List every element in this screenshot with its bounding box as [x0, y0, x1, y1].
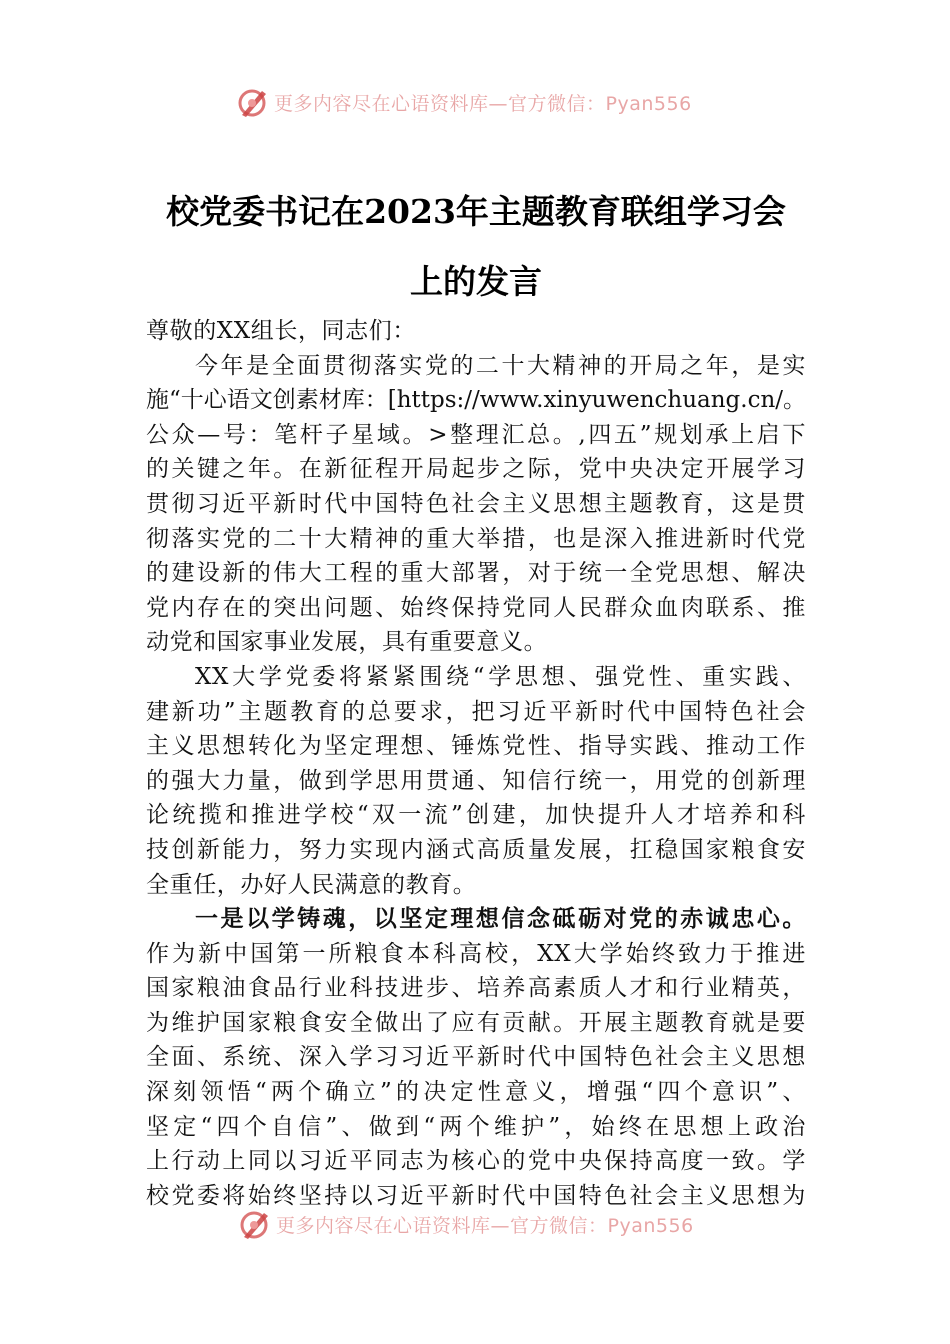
body-line: 国家粮油食品行业科技进步、培养高素质人才和行业精英，	[146, 975, 806, 1002]
body-line: 论统揽和推进学校“双一流”创建，加快提升人才培养和科	[146, 802, 806, 829]
body-line: 全面、系统、深入学习习近平新时代中国特色社会主义思想	[146, 1044, 806, 1071]
body-line: 建新功”主题教育的总要求，把习近平新时代中国特色社会	[146, 698, 806, 725]
body-line: 的强大力量，做到学思用贯通、知信行统一，用党的创新理	[146, 767, 806, 794]
body-line: 动党和国家事业发展，具有重要意义。	[146, 629, 548, 656]
body-line: 全重任，办好人民满意的教育。	[146, 871, 477, 898]
body-line: 校党委将始终坚持以习近平新时代中国特色社会主义思想为	[146, 1182, 806, 1209]
section-heading: 一是以学铸魂，以坚定理想信念砥砺对党的赤诚忠心。	[195, 905, 806, 933]
document-title-line-1: 校党委书记在2023年主题教育联组学习会	[166, 192, 786, 231]
body-line: 主义思想转化为坚定理想、锤炼党性、指导实践、推动工作	[146, 733, 806, 760]
body-line: 作为新中国第一所粮食本科高校，XX大学始终致力于推进	[146, 940, 806, 967]
document-body	[146, 314, 806, 1214]
body-line: 技创新能力，努力实现内涵式高质量发展，扛稳国家粮食安	[146, 836, 806, 863]
body-line: 彻落实党的二十大精神的重大举措，也是深入推进新时代党	[146, 525, 806, 552]
body-line: 为维护国家粮食安全做出了应有贡献。开展主题教育就是要	[146, 1009, 806, 1036]
body-line: 坚定“四个自信”、做到“两个维护”，始终在思想上政治	[146, 1113, 806, 1140]
body-line: 党内存在的突出问题、始终保持党同人民群众血肉联系、推	[146, 594, 806, 621]
document-title-line-2: 上的发言	[410, 262, 542, 301]
watermark-text: 更多内容尽在心语资料库—官方微信：Pyan556	[274, 92, 692, 115]
watermark-header	[0, 82, 950, 122]
salutation: 尊敬的XX组长，同志们：	[146, 318, 416, 344]
body-line: 深刻领悟“两个确立”的决定性意义，增强“四个意识”、	[146, 1079, 806, 1106]
watermark-footer	[0, 1204, 950, 1244]
body-line: 今年是全面贯彻落实党的二十大精神的开局之年，是实	[195, 352, 806, 379]
body-line: 贯彻习近平新时代中国特色社会主义思想主题教育，这是贯	[146, 490, 806, 517]
watermark-text: 更多内容尽在心语资料库—官方微信：Pyan556	[276, 1214, 694, 1237]
pen-logo-icon	[236, 85, 270, 119]
body-line: 的关键之年。在新征程开局起步之际，党中央决定开展学习	[146, 456, 806, 483]
body-line: 施“十心语文创素材库：[https://www.xinyuwenchuang.cn/。	[146, 387, 806, 414]
body-line: 的建设新的伟大工程的重大部署，对于统一全党思想、解决	[146, 560, 806, 587]
pen-logo-icon	[238, 1207, 272, 1241]
body-line: 公众—号：笔杆子星域。>整理汇总。,四五”规划承上启下	[146, 421, 806, 448]
body-line: 上行动上同以习近平同志为核心的党中央保持高度一致。学	[146, 1148, 806, 1175]
body-line: XX大学党委将紧紧围绕“学思想、强党性、重实践、	[195, 663, 806, 690]
